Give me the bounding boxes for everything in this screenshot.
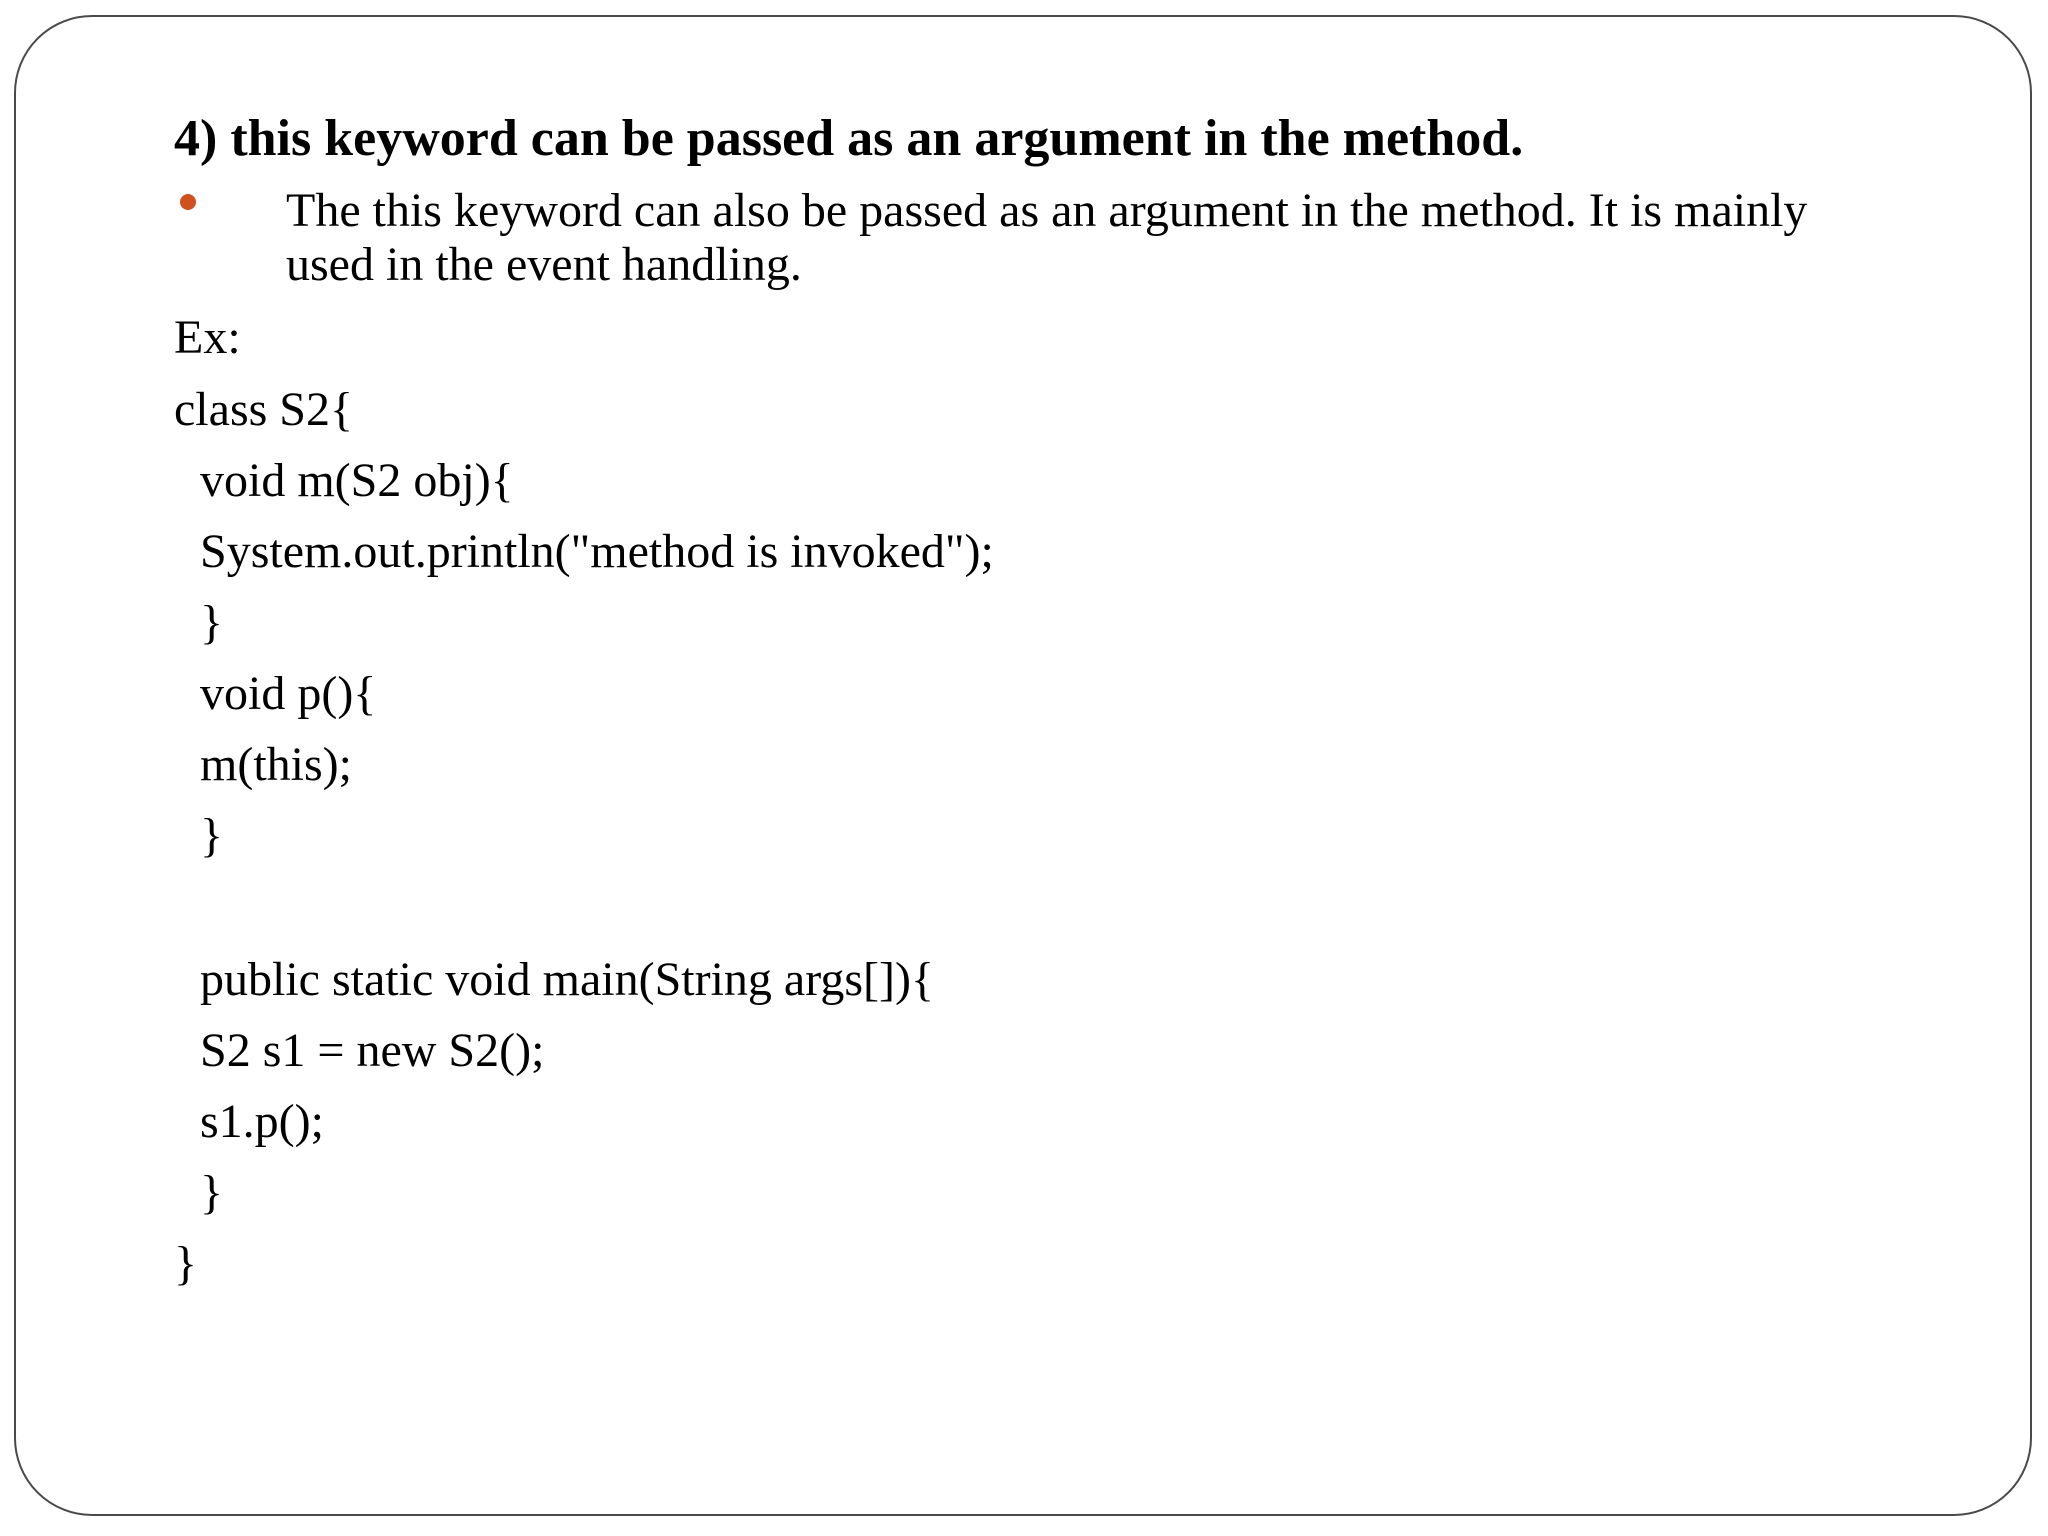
code-line: S2 s1 = new S2(); xyxy=(200,1024,545,1077)
code-line: } xyxy=(200,1166,224,1219)
code-line: void m(S2 obj){ xyxy=(200,454,514,507)
bullet-dot-icon xyxy=(180,194,196,210)
example-label: Ex: xyxy=(174,311,241,364)
code-line: } xyxy=(200,809,224,862)
code-line: void p(){ xyxy=(200,667,377,720)
code-line: s1.p(); xyxy=(200,1095,324,1148)
slide-heading: 4) this keyword can be passed as an argument in the method. xyxy=(174,110,1524,167)
code-line: class S2{ xyxy=(174,383,354,436)
bullet-text: The this keyword can also be passed as an argument in the method. It is mainly used in the event handling. xyxy=(286,184,1808,291)
code-line: System.out.println("method is invoked"); xyxy=(200,525,994,578)
code-line: m(this); xyxy=(200,738,352,791)
code-line: public static void main(String args[]){ xyxy=(200,953,935,1006)
code-line: } xyxy=(200,596,224,649)
code-line: } xyxy=(174,1237,198,1290)
